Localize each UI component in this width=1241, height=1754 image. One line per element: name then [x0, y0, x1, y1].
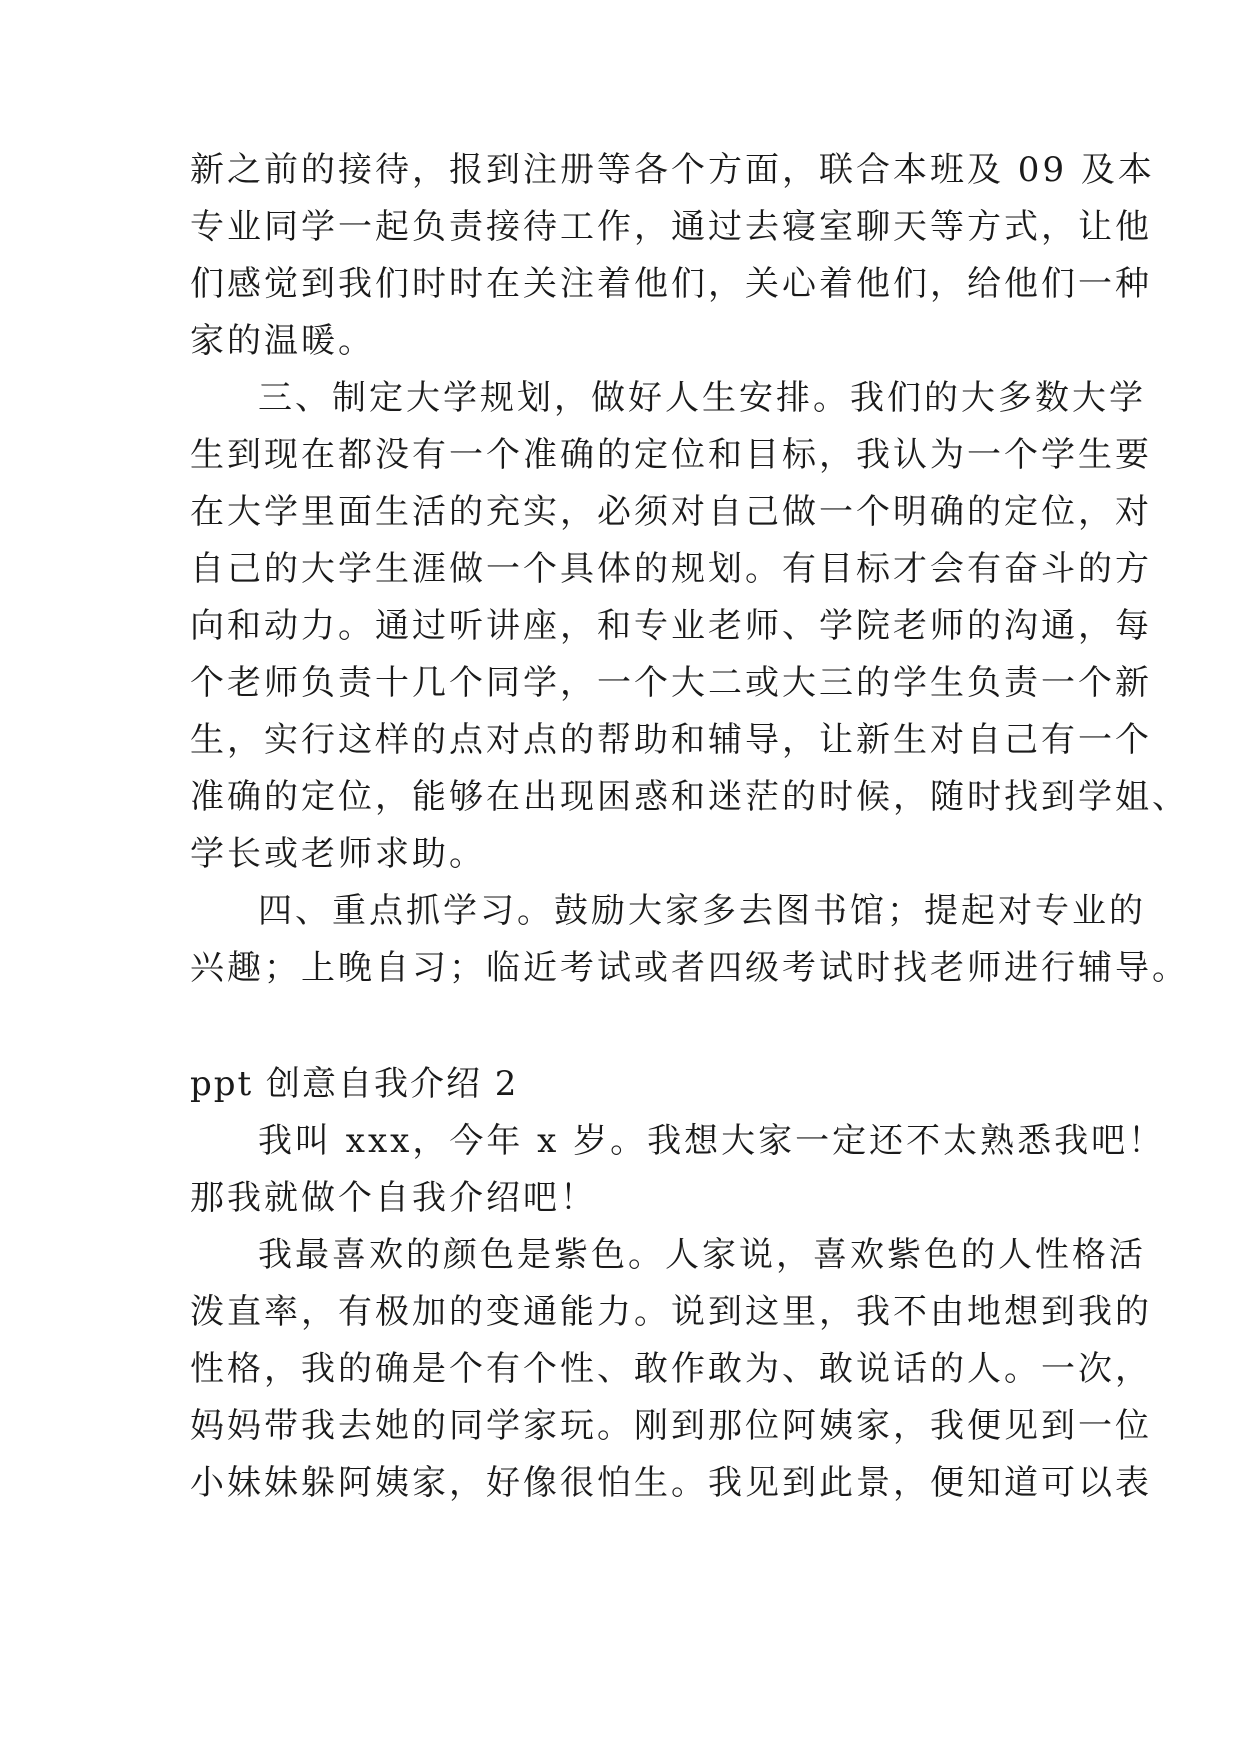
- text-line: 在大学里面生活的充实，必须对自己做一个明确的定位，对: [190, 492, 1152, 532]
- text-line: 三、制定大学规划，做好人生安排。我们的大多数大学: [258, 378, 1146, 418]
- text-line: 我最喜欢的颜色是紫色。人家说，喜欢紫色的人性格活: [258, 1235, 1146, 1275]
- text-line: 四、重点抓学习。鼓励大家多去图书馆；提起对专业的: [258, 891, 1146, 931]
- text-line: 学长或老师求助。: [190, 834, 486, 874]
- text-line: 个老师负责十几个同学，一个大二或大三的学生负责一个新: [190, 663, 1152, 703]
- text-line: 妈妈带我去她的同学家玩。刚到那位阿姨家，我便见到一位: [190, 1406, 1152, 1446]
- text-line: 性格，我的确是个有个性、敢作敢为、敢说话的人。一次，: [190, 1349, 1152, 1389]
- text-line: 向和动力。通过听讲座，和专业老师、学院老师的沟通，每: [190, 606, 1152, 646]
- text-line: 泼直率，有极加的变通能力。说到这里，我不由地想到我的: [190, 1292, 1152, 1332]
- text-line: 兴趣；上晚自习；临近考试或者四级考试时找老师进行辅导。: [190, 948, 1189, 988]
- text-line: 新之前的接待，报到注册等各个方面，联合本班及 09 及本: [190, 150, 1155, 190]
- text-line: 我叫 xxx，今年 x 岁。我想大家一定还不太熟悉我吧！: [258, 1121, 1166, 1161]
- text-line: 准确的定位，能够在出现困惑和迷茫的时候，随时找到学姐、: [190, 777, 1189, 817]
- text-line: 生到现在都没有一个准确的定位和目标，我认为一个学生要: [190, 435, 1152, 475]
- text-line: 们感觉到我们时时在关注着他们，关心着他们，给他们一种: [190, 264, 1152, 304]
- text-line: 自己的大学生涯做一个具体的规划。有目标才会有奋斗的方: [190, 549, 1152, 589]
- section-heading: ppt 创意自我介绍 2: [190, 1064, 519, 1104]
- text-line: 小妹妹躲阿姨家，好像很怕生。我见到此景，便知道可以表: [190, 1463, 1152, 1503]
- text-line: 专业同学一起负责接待工作，通过去寝室聊天等方式，让他: [190, 207, 1152, 247]
- text-line: 生，实行这样的点对点的帮助和辅导，让新生对自己有一个: [190, 720, 1152, 760]
- text-line: 那我就做个自我介绍吧！: [190, 1178, 597, 1218]
- text-line: 家的温暖。: [190, 321, 375, 361]
